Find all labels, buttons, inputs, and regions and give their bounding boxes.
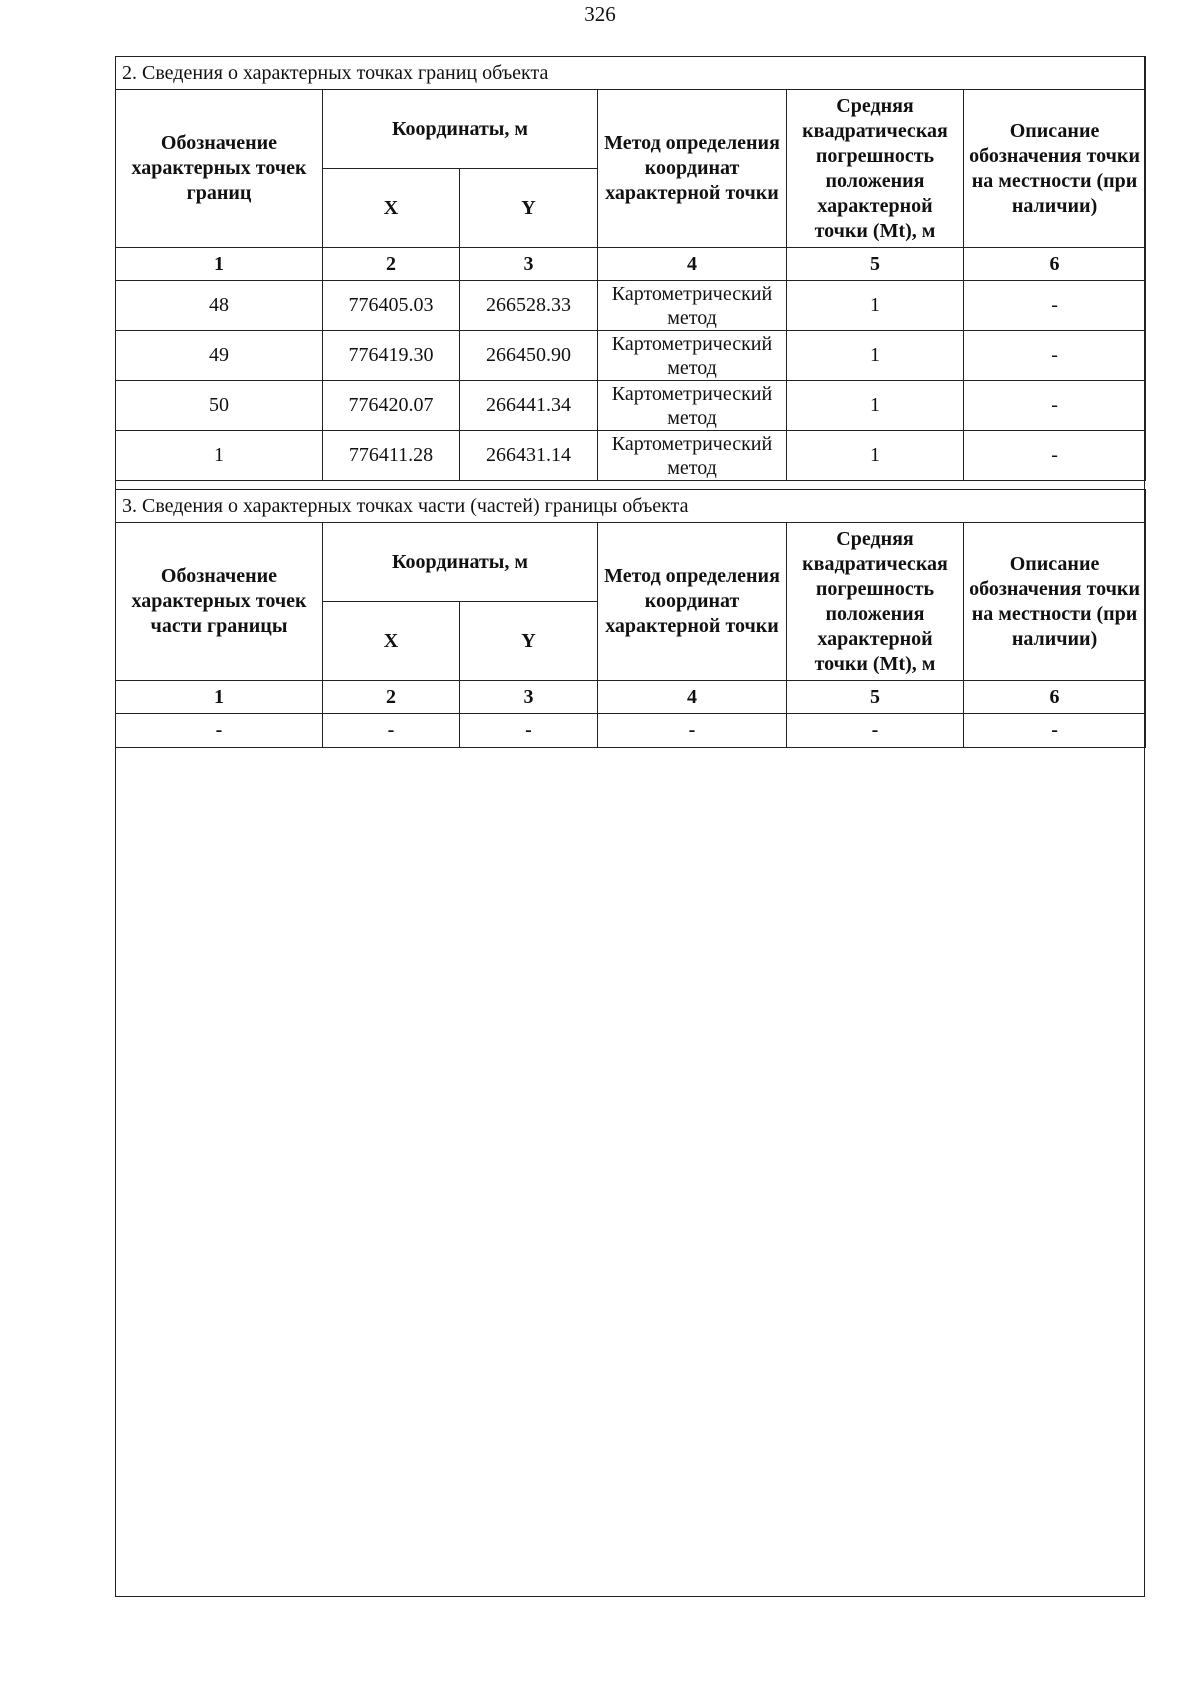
cell-method: Картометрический метод <box>598 281 787 331</box>
cell-y: 266450.90 <box>460 331 598 381</box>
cell-point: 48 <box>116 281 323 331</box>
column-number: 2 <box>323 248 460 281</box>
column-number: 4 <box>598 681 787 714</box>
header-coordinates: Координаты, м <box>323 90 598 169</box>
column-number: 4 <box>598 248 787 281</box>
header-y: Y <box>460 169 598 248</box>
section3-column-numbers <box>116 681 1146 714</box>
cell-point: 49 <box>116 331 323 381</box>
cell-description: - <box>964 714 1146 748</box>
section2-title-row <box>116 57 1146 90</box>
header-error: Средняя квадратическая погрешность положения характерной точки (Mt), м <box>787 90 964 248</box>
section3-table <box>115 489 1146 748</box>
cell-x: - <box>323 714 460 748</box>
cell-y: 266528.33 <box>460 281 598 331</box>
page-number: 326 <box>584 2 616 26</box>
cell-point: - <box>116 714 323 748</box>
cell-method: Картометрический метод <box>598 381 787 431</box>
column-number: 3 <box>460 248 598 281</box>
table-row <box>116 714 1146 748</box>
table-row <box>116 281 1146 331</box>
cell-description: - <box>964 431 1146 481</box>
cell-y: - <box>460 714 598 748</box>
header-x: X <box>323 169 460 248</box>
header-method: Метод определения координат характерной точки <box>598 90 787 248</box>
cell-x: 776420.07 <box>323 381 460 431</box>
column-number: 6 <box>964 681 1146 714</box>
column-number: 1 <box>116 681 323 714</box>
header-description: Описание обозначения точки на местности (при наличии) <box>964 523 1146 681</box>
header-x: X <box>323 602 460 681</box>
table-row <box>116 381 1146 431</box>
section2-column-numbers <box>116 248 1146 281</box>
section3-title-row <box>116 490 1146 523</box>
section3-header-row <box>116 523 1146 602</box>
column-number: 2 <box>323 681 460 714</box>
cell-description: - <box>964 381 1146 431</box>
column-number: 5 <box>787 681 964 714</box>
cell-error: - <box>787 714 964 748</box>
cell-x: 776411.28 <box>323 431 460 481</box>
column-number: 3 <box>460 681 598 714</box>
section2-table <box>115 56 1146 481</box>
cell-method: - <box>598 714 787 748</box>
header-y: Y <box>460 602 598 681</box>
cell-x: 776419.30 <box>323 331 460 381</box>
cell-y: 266441.34 <box>460 381 598 431</box>
table-row <box>116 431 1146 481</box>
cell-method: Картометрический метод <box>598 431 787 481</box>
header-point-designation: Обозначение характерных точек части границы <box>116 523 323 681</box>
cell-description: - <box>964 331 1146 381</box>
header-method: Метод определения координат характерной точки <box>598 523 787 681</box>
column-number: 1 <box>116 248 323 281</box>
cell-method: Картометрический метод <box>598 331 787 381</box>
section3-title: 3. Сведения о характерных точках части (частей) границы объекта <box>116 490 1146 523</box>
column-number: 6 <box>964 248 1146 281</box>
header-coordinates: Координаты, м <box>323 523 598 602</box>
cell-error: 1 <box>787 281 964 331</box>
cell-y: 266431.14 <box>460 431 598 481</box>
header-description: Описание обозначения точки на местности (при наличии) <box>964 90 1146 248</box>
header-error: Средняя квадратическая погрешность положения характерной точки (Mt), м <box>787 523 964 681</box>
cell-error: 1 <box>787 431 964 481</box>
column-number: 5 <box>787 248 964 281</box>
cell-description: - <box>964 281 1146 331</box>
cell-error: 1 <box>787 381 964 431</box>
cell-error: 1 <box>787 331 964 381</box>
cell-point: 1 <box>116 431 323 481</box>
cell-x: 776405.03 <box>323 281 460 331</box>
section2-header-row <box>116 90 1146 169</box>
section2-title: 2. Сведения о характерных точках границ объекта <box>116 57 1146 90</box>
header-point-designation: Обозначение характерных точек границ <box>116 90 323 248</box>
cell-point: 50 <box>116 381 323 431</box>
table-row <box>116 331 1146 381</box>
